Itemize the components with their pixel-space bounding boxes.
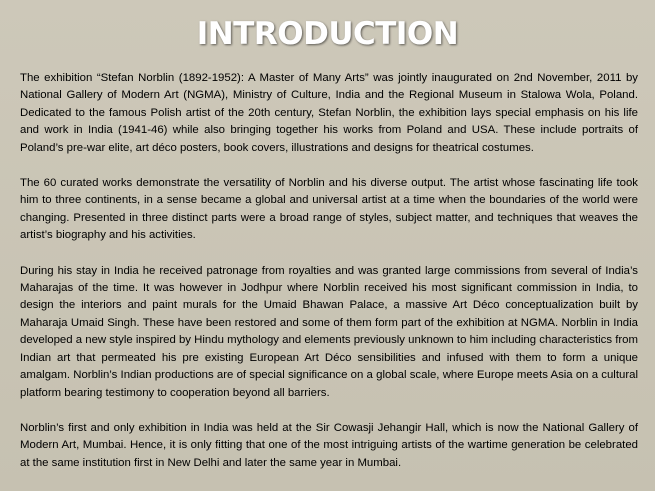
paragraph-2: The 60 curated works demonstrate the versatility of Norblin and his diverse output. The artist whose fascinating life took him to three continents, in a sense became a global and universal artist at a time when the boundaries of the world were changing. Presented in three distinct parts were a broad range of styles, subject matter, and techniques that weaves the artist’s biography and his activities. bbox=[20, 177, 638, 242]
paragraph-3: During his stay in India he received patronage from royalties and was granted large commissions from several of India’s Maharajas of the time. It was however in Jodhpur where Norblin received his most significant commission in India, to design the interiors and paint murals for the Umaid Bhawan Palace, a massive Art Déco conceptualization built by Maharaja Umaid Singh. These have been restored and some of them form part of the exhibition at NGMA. Norblin in India developed a new style inspired by Hindu mythology and elements previously unknown to him including characteristics from Indian art that permeated his pre existing European Art Déco sensibilities and infused with them to form a unique amalgam. Norblin’s Indian productions are of special significance on a global scale, where Europe meets Asia on a cultural platform bearing testimony to cooperation beyond all barriers. bbox=[20, 264, 638, 399]
paragraph-4: Norblin’s first and only exhibition in India was held at the Sir Cowasji Jehangir Hall, which is now the National Gallery of Modern Art, Mumbai. Hence, it is only fitting that one of the most intriguing artists of the wartime generation be celebrated at the same institution first in New Delhi and later the same year in Mumbai. bbox=[20, 421, 638, 469]
slide-title: INTRODUCTION bbox=[196, 16, 459, 52]
paragraph-1: The exhibition “Stefan Norblin (1892-1952): A Master of Many Arts” was jointly inaugurated on 2nd November, 2011 by National Gallery of Modern Art (NGMA), Ministry of Culture, India and the Regional Museum in Stalowa Wola, Poland. Dedicated to the famous Polish artist of the 20th century, Stefan Norblin, the exhibition lays special emphasis on his life and work in India (1941-46) while also bringing together his works from Poland and USA. These include portraits of Poland’s pre-war elite, art déco posters, book covers, illustrations and designs for theatrical costumes. bbox=[20, 72, 638, 154]
slide-body bbox=[20, 70, 638, 472]
